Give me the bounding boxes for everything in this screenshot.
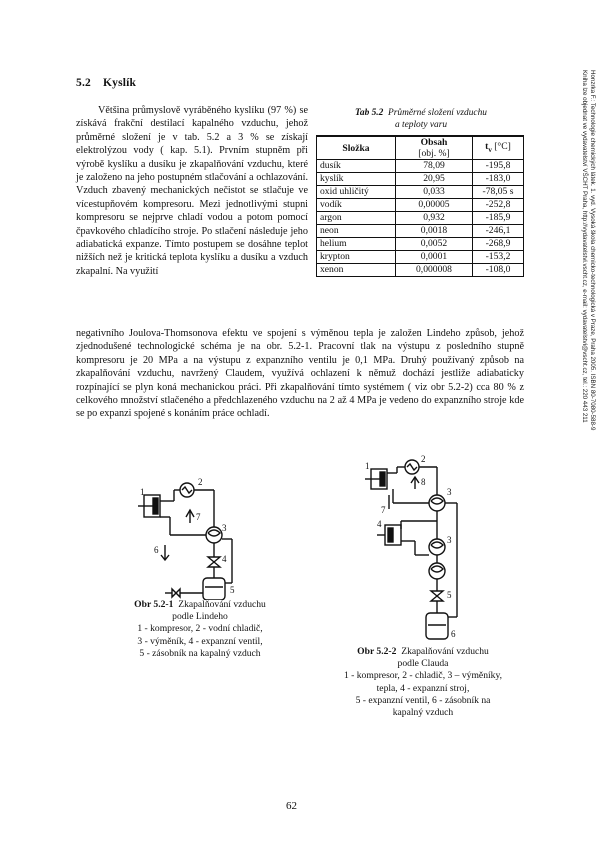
- table-row: [317, 264, 524, 277]
- content-cell: 0,932: [396, 212, 473, 225]
- table-row: [317, 225, 524, 238]
- content-cell: 0,0018: [396, 225, 473, 238]
- header-content: [396, 136, 473, 160]
- figure2-caption-title: Zkapalňování vzduchu: [401, 646, 489, 657]
- fig2-label-3: 3: [447, 487, 452, 497]
- component-cell: krypton: [317, 251, 396, 264]
- header-bp-unit: [°C]: [491, 140, 511, 152]
- content-cell: 0,00005: [396, 199, 473, 212]
- header-bp-symbol: t: [485, 140, 489, 152]
- section-heading: [76, 77, 136, 89]
- body-paragraph-full: negativního Joulova-Thomsonova efektu ve spojení s výměnou tepla je založen Lindeho způsob, jehož zjednodušené technologické schéma je na obr. 5.2-1. Pracovní tlak na výstupu z posledního stupně kompresoru je 20 MPa a na výstupu z expanzního ventilu je 0,1 MPa. Druhý používaný způsob na zkapalňování vzduchu, navržený Claudem, využívá ochlazení k němuž dochází jestliže adiabaticky rozpínající se plyn koná mechanickou práci. Při zkapalňování tímto systémem ( viz obr 5.2-2) cca 80 % z celkového množství stlačeného a předchlazeného vzduchu na 2 až 4 MPa je vedeno do expanzního stroje kde se po expanzi spojené s konáním práce ochladí.: [76, 328, 524, 420]
- table-body: [317, 160, 524, 277]
- figure1-caption-item: 1 - kompresor, 2 - vodní chladič,: [137, 623, 263, 635]
- fig1-label-7: 7: [196, 512, 201, 522]
- linde-process-diagram: [110, 465, 290, 600]
- figure2-caption-item: tepla, 4 - expanzní stroj,: [376, 682, 470, 694]
- header-bp-sub: v: [488, 145, 492, 154]
- boiling-point-cell: -185,9: [473, 212, 524, 225]
- table-row: [317, 199, 524, 212]
- boiling-point-cell: -252,8: [473, 199, 524, 212]
- figure2-caption-label: Obr 5.2-2: [357, 646, 397, 657]
- body-paragraph-wrapped: Většina průmyslově vyráběného kyslíku (97 %) se získává frakční destilací kapalného vzduchu, jehož průměrné složení je v tab. 5.2 a 3 % se získají elektrolýzou vody ( kap. 5.1). Prvním stupněm při výrobě kyslíku a dusíku je zkapalňování vzduchu, které je založeno na jeho postupném stlačování a ochlazování. Vzduch zbavený mechanických nečistot se stlačuje ve vícestupňovém kompresoru. Mezi jednotlivými stupni kompresoru se nejprve chladí vodou a potom pomocí čpavkového chladícího stroje. Po stlačení následuje jeho adiabatická expanze. Tímto postupem se dosáhne teplot nižších než je kritická teplota kyslíku a dusíku a vzduch zkapalní. Na využití: [76, 105, 308, 277]
- content-cell: 0,000008: [396, 264, 473, 277]
- citation-line-1: Honzrka F.: Technologie chemických látek. 1. vyd. Vysoká škola chemicko-technologická v Praze, Praha 2005. ISBN 80-7080-588-9: [589, 70, 596, 431]
- component-cell: xenon: [317, 264, 396, 277]
- fig1-label-1: 1: [140, 487, 145, 497]
- fig2-label-2: 2: [421, 455, 426, 464]
- content-cell: 78,09: [396, 160, 473, 173]
- air-composition-table: [316, 135, 524, 277]
- page-number: 62: [286, 800, 297, 812]
- figure2-caption: [318, 646, 528, 719]
- content-cell: 20,95: [396, 173, 473, 186]
- boiling-point-cell: -183,0: [473, 173, 524, 186]
- header-component: Složka: [317, 136, 396, 160]
- component-cell: dusík: [317, 160, 396, 173]
- table-row: [317, 212, 524, 225]
- boiling-point-cell: -246,1: [473, 225, 524, 238]
- component-cell: argon: [317, 212, 396, 225]
- table-row: [317, 238, 524, 251]
- boiling-point-cell: -108,0: [473, 264, 524, 277]
- figure1-caption-title-2: podle Lindeho: [172, 611, 228, 623]
- figure1-caption: [108, 599, 292, 660]
- fig2-label-6: 6: [451, 629, 456, 639]
- table-row: [317, 186, 524, 199]
- boiling-point-cell: -268,9: [473, 238, 524, 251]
- component-cell: neon: [317, 225, 396, 238]
- header-content-title: Obsah: [420, 137, 448, 148]
- figure1-caption-title: Zkapalňování vzduchu: [178, 599, 266, 610]
- table-caption-text: Průměrné složení vzduchu: [388, 108, 487, 118]
- header-boiling-point: [473, 136, 524, 160]
- figure2-caption-item: 5 - expanzní ventil, 6 - zásobník na: [355, 694, 491, 706]
- component-cell: oxid uhličitý: [317, 186, 396, 199]
- fig1-label-5: 5: [230, 585, 235, 595]
- fig1-label-4: 4: [222, 554, 227, 564]
- citation-sidebar: [566, 70, 600, 710]
- citation-text: [580, 70, 596, 710]
- figure1-caption-item: 5 - zásobník na kapalný vzduch: [139, 647, 261, 659]
- fig2-label-5: 5: [447, 590, 452, 600]
- component-cell: vodík: [317, 199, 396, 212]
- table-header-row: [317, 136, 524, 160]
- boiling-point-cell: -153,2: [473, 251, 524, 264]
- fig1-label-3: 3: [222, 523, 227, 533]
- figure2-caption-item: 1 - kompresor, 2 - chladič, 3 – výměníky,: [343, 670, 503, 682]
- figure2-caption-item: kapalný vzduch: [392, 707, 454, 719]
- fig2-label-7: 7: [381, 505, 386, 515]
- content-cell: 0,0001: [396, 251, 473, 264]
- fig1-label-6: 6: [154, 545, 159, 555]
- fig2-label-4: 4: [377, 519, 382, 529]
- section-title: Kyslík: [102, 77, 137, 89]
- boiling-point-cell: -78,05 s: [473, 186, 524, 199]
- table-row: [317, 173, 524, 186]
- table-caption-text-2: a teploty varu: [394, 120, 448, 130]
- fig2-label-8: 8: [421, 477, 426, 487]
- header-content-unit: [obj. %]: [418, 148, 450, 159]
- citation-line-2: Kniha lze objednat ve vydavatelství VŠCHT Praha, http://vydavatelstvi.vscht.cz, e-mail: vydavatelstvi@vscht.cz, tel.: 220 443 211: [580, 70, 588, 423]
- fig2-label-1: 1: [365, 461, 370, 471]
- content-cell: 0,0052: [396, 238, 473, 251]
- figure2-caption-title-2: podle Clauda: [397, 658, 449, 670]
- fig1-label-2: 2: [198, 477, 203, 487]
- table-caption-label: Tab 5.2: [355, 108, 384, 118]
- component-cell: kyslík: [317, 173, 396, 186]
- table-caption: [318, 107, 524, 131]
- boiling-point-cell: -195,8: [473, 160, 524, 173]
- figure1-caption-label: Obr 5.2-1: [134, 599, 174, 610]
- section-number: 5.2: [76, 77, 91, 89]
- content-cell: 0,033: [396, 186, 473, 199]
- table-row: [317, 251, 524, 264]
- table-row: [317, 160, 524, 173]
- component-cell: helium: [317, 238, 396, 251]
- figure1-caption-item: 3 - výměník, 4 - expanzní ventil,: [137, 635, 263, 647]
- claude-process-diagram: [355, 455, 505, 650]
- fig2-label-3b: 3: [447, 535, 452, 545]
